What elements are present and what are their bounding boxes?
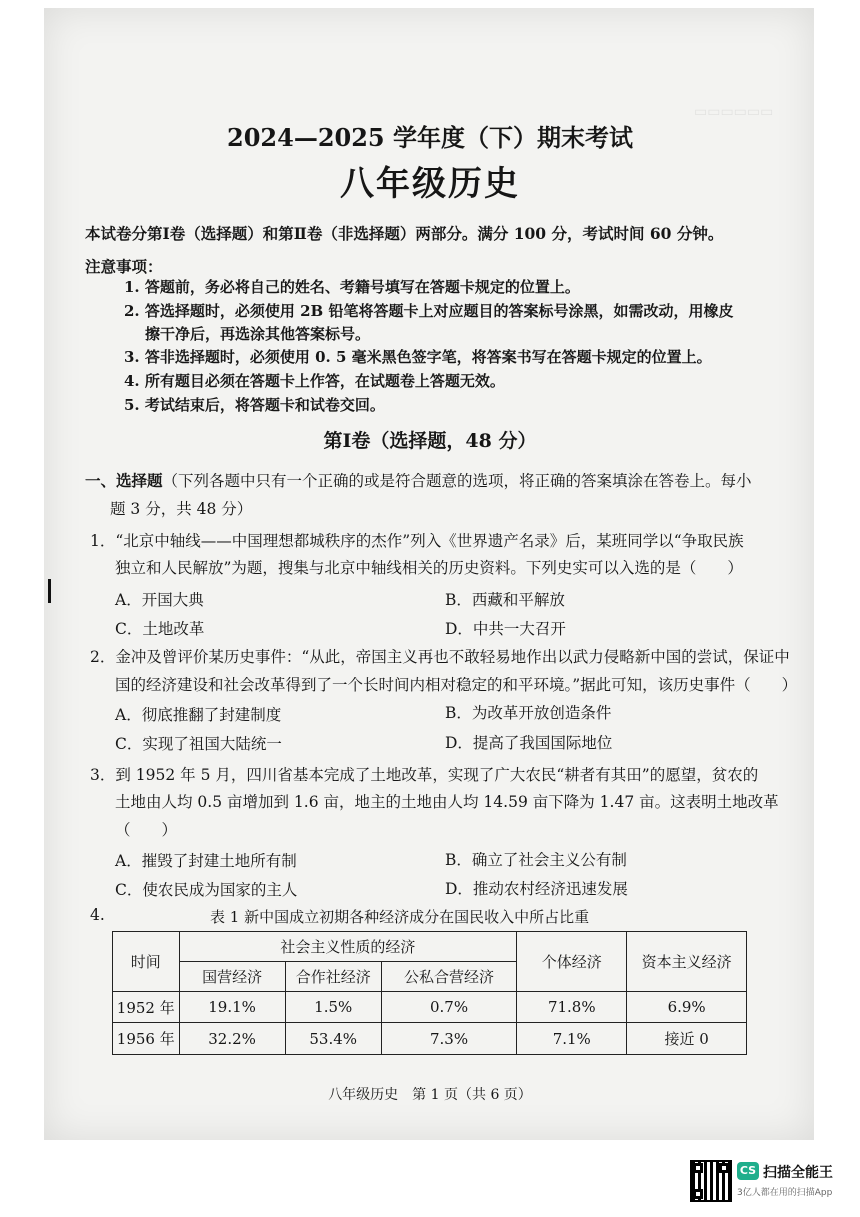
question-2-option-a: A．彻底推翻了封建制度 — [115, 706, 282, 724]
question-2-line: 2．金冲及曾评价某历史事件：“从此，帝国主义再也不敢轻易地作出以武力侵略新中国的尝试，保证中 — [90, 648, 790, 666]
part-desc: （下列各题中只有一个正确的或是符合题意的选项，将正确的答案填涂在答卷上。每小 — [162, 472, 752, 490]
question-1-option-a: A．开国大典 — [115, 591, 204, 609]
question-2-option-b: B．为改革开放创造条件 — [445, 704, 612, 722]
table-row — [113, 1023, 747, 1055]
table-header-cell: 时间 — [113, 932, 180, 992]
part-instruction — [85, 469, 752, 491]
table-header-cell: 个体经济 — [517, 932, 627, 992]
question-1-option-d: D．中共一大召开 — [445, 620, 566, 638]
table-cell: 7.1% — [517, 1023, 627, 1055]
table-row — [113, 992, 747, 1023]
question-3-option-d: D．推动农村经济迅速发展 — [445, 880, 628, 898]
table-header-cell: 社会主义性质的经济 — [179, 932, 517, 962]
part-label: 一、选择题 — [85, 471, 163, 490]
question-3-line: 土地由人均 0.5 亩增加到 1.6 亩，地主的土地由人均 14.59 亩下降为 1.47 亩。这表明土地改革 — [115, 793, 779, 811]
table-header-cell: 国营经济 — [179, 962, 285, 992]
question-1-line: 1．“北京中轴线——中国理想都城秩序的杰作”列入《世界遗产名录》后，某班同学以“争取民族 — [90, 532, 744, 550]
section-title: 第Ⅰ卷（选择题，48 分） — [323, 430, 537, 452]
table-cell: 71.8% — [517, 992, 627, 1023]
question-3-option-c: C．使农民成为国家的主人 — [115, 881, 298, 899]
notice-item: 4. 所有题目必须在答题卡上作答，在试题卷上答题无效。 — [124, 372, 505, 390]
table-cell: 1956 年 — [113, 1023, 180, 1055]
qr-finder — [719, 1163, 729, 1173]
table-header-cell: 公私合营经济 — [381, 962, 516, 992]
table-cell: 19.1% — [179, 992, 285, 1023]
notice-item: 5. 考试结束后，将答题卡和试卷交回。 — [124, 396, 385, 414]
question-2-option-d: D．提高了我国国际地位 — [445, 734, 613, 752]
scanner-app-name: 扫描全能王 — [763, 1165, 833, 1181]
question-3-option-a: A．摧毁了封建土地所有制 — [115, 852, 297, 870]
table-header-cell: 资本主义经济 — [627, 932, 747, 992]
scanner-app-tagline: 3亿人都在用的扫描App — [737, 1188, 833, 1198]
table-cell: 0.7% — [381, 992, 516, 1023]
table-cell: 1952 年 — [113, 992, 180, 1023]
qr-finder — [693, 1163, 703, 1173]
margin-mark — [48, 579, 51, 603]
table-header-cell: 合作社经济 — [285, 962, 381, 992]
exam-title: 2024—2025 学年度（下）期末考试 — [227, 123, 633, 152]
notice-item: 2. 答选择题时，必须使用 2B 铅笔将答题卡上对应题目的答案标号涂黑，如需改动，用橡皮 — [124, 302, 734, 320]
table-cell: 接近 0 — [627, 1023, 747, 1055]
notice-title: 注意事项： — [85, 257, 163, 276]
part-desc-line2: 题 3 分，共 48 分） — [110, 500, 253, 518]
table-cell: 7.3% — [381, 1023, 516, 1055]
question-1-option-b: B．西藏和平解放 — [445, 591, 565, 609]
question-3-line: 3．到 1952 年 5 月，四川省基本完成了土地改革，实现了广大农民“耕者有其田”的愿望，贫农的 — [90, 766, 759, 784]
notice-item: 3. 答非选择题时，必须使用 0. 5 毫米黑色签字笔，将答案书写在答题卡规定的位置上。 — [124, 348, 712, 366]
table-cell: 53.4% — [285, 1023, 381, 1055]
qr-code-icon — [690, 1160, 732, 1202]
qr-finder — [693, 1189, 703, 1199]
question-4-number: 4. — [90, 906, 105, 924]
table-caption: 表 1 新中国成立初期各种经济成分在国民收入中所占比重 — [210, 908, 590, 926]
page-footer: 八年级历史 第 1 页（共 6 页） — [328, 1087, 532, 1103]
question-3-option-b: B．确立了社会主义公有制 — [445, 851, 627, 869]
camscanner-logo-icon: CS — [737, 1162, 759, 1180]
table-header-row — [113, 932, 747, 962]
question-1-line: 独立和人民解放”为题，搜集与北京中轴线相关的历史资料。下列史实可以入选的是（ ） — [115, 559, 743, 577]
question-2-option-c: C．实现了祖国大陆统一 — [115, 735, 282, 753]
bleed-through-text: ▭▭▭▭▭▭ — [694, 104, 774, 120]
exam-intro: 本试卷分第Ⅰ卷（选择题）和第Ⅱ卷（非选择题）两部分。满分 100 分，考试时间 60 分钟。 — [85, 224, 724, 243]
table-cell: 1.5% — [285, 992, 381, 1023]
economy-table — [112, 931, 747, 1055]
notice-item: 擦干净后，再选涂其他答案标号。 — [145, 325, 371, 343]
table-cell: 32.2% — [179, 1023, 285, 1055]
notice-item: 1. 答题前，务必将自己的姓名、考籍号填写在答题卡规定的位置上。 — [124, 278, 580, 296]
table-cell: 6.9% — [627, 992, 747, 1023]
subject-title: 八年级历史 — [340, 164, 520, 204]
question-2-line: 国的经济建设和社会改革得到了一个长时间内相对稳定的和平环境。”据此可知，该历史事件（ ） — [115, 676, 798, 694]
question-1-option-c: C．土地改革 — [115, 620, 205, 638]
question-3-line: （ ） — [115, 821, 178, 839]
